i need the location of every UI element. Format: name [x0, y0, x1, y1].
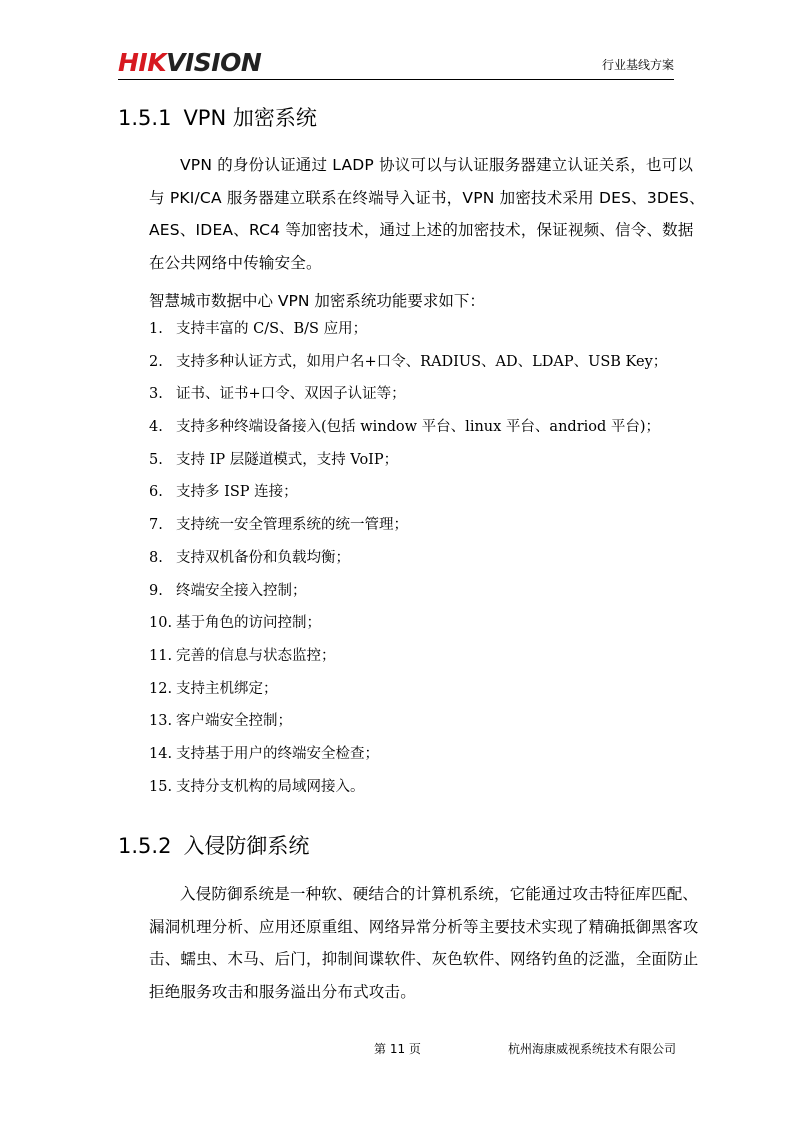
list-item: [149, 476, 667, 509]
header-doc-type: 行业基线方案: [601, 58, 674, 72]
item-text: 支持统一安全管理系统的统一管理；: [176, 517, 408, 534]
list-item: [149, 378, 667, 411]
paragraph-line: AES、IDEA、RC4 等加密技术，通过上述的加密技术，保证视频、信令、数据: [149, 221, 694, 240]
item-text: 支持多种终端设备接入(包括 window 平台、linux 平台、andriod 平台)；: [176, 419, 661, 436]
paragraph-line: VPN 的身份认证通过 LADP 协议可以与认证服务器建立认证关系，也可以: [180, 156, 694, 174]
logo-vision-text: VISION: [166, 48, 262, 77]
item-number: 7.: [149, 517, 163, 534]
section-heading-ips: [118, 832, 309, 860]
paragraph-line: 与 PKI/CA 服务器建立联系在终端导入证书，VPN 加密技术采用 DES、3DES、: [149, 188, 705, 207]
item-number: 1.: [149, 321, 163, 337]
item-number: 2.: [149, 353, 163, 370]
item-text: 支持 IP 层隧道模式，支持 VoIP；: [176, 451, 399, 468]
item-number: 14.: [149, 745, 173, 762]
item-text: 支持丰富的 C/S、B/S 应用；: [176, 321, 368, 337]
item-number: 3.: [149, 386, 163, 403]
paragraph-line: 入侵防御系统是一种软、硬结合的计算机系统，它能通过攻击特征库匹配、: [180, 885, 699, 903]
item-number: 13.: [149, 713, 173, 730]
requirements-intro: 智慧城市数据中心 VPN 加密系统功能要求如下：: [149, 292, 485, 310]
item-number: 8.: [149, 549, 163, 566]
list-item: [149, 411, 667, 444]
item-text: 支持主机绑定；: [176, 680, 278, 697]
list-item: [149, 705, 667, 738]
item-number: 15.: [149, 778, 173, 795]
item-text: 支持分支机构的局域网接入。: [176, 778, 365, 795]
list-item: [149, 509, 667, 542]
item-number: 6.: [149, 484, 163, 501]
section-title: VPN 加密系统: [183, 106, 317, 130]
list-item: [149, 346, 667, 379]
ips-paragraph: [118, 878, 699, 1009]
list-item: [149, 640, 667, 673]
item-text: 支持双机备份和负载均衡；: [176, 549, 350, 566]
requirements-list: [149, 313, 667, 803]
paragraph-line: 拒绝服务攻击和服务溢出分布式攻击。: [149, 983, 416, 1002]
item-text: 基于角色的访问控制；: [176, 615, 321, 632]
item-number: 5.: [149, 451, 163, 468]
section-title: 入侵防御系统: [183, 834, 310, 858]
item-text: 证书、证书+口令、双因子认证等；: [176, 386, 406, 403]
header-divider: [118, 79, 674, 80]
list-item: [149, 444, 667, 477]
item-text: 支持多种认证方式，如用户名+口令、RADIUS、AD、LDAP、USB Key；: [176, 353, 668, 370]
item-number: 9.: [149, 582, 163, 599]
item-text: 客户端安全控制；: [176, 713, 292, 730]
item-text: 完善的信息与状态监控；: [176, 647, 336, 664]
list-item: [149, 738, 667, 771]
item-text: 终端安全接入控制；: [176, 582, 307, 599]
list-item: [149, 607, 667, 640]
page-header: [118, 48, 674, 78]
item-number: 10.: [149, 615, 173, 632]
footer-company: 杭州海康威视系统技术有限公司: [508, 1042, 677, 1056]
paragraph-line: 击、蠕虫、木马、后门，抑制间谍软件、灰色软件、网络钓鱼的泛滥，全面防止: [149, 950, 699, 969]
list-item: [149, 542, 667, 575]
page-number: 第 11 页: [374, 1042, 421, 1056]
item-number: 4.: [149, 419, 163, 436]
item-text: 支持基于用户的终端安全检查；: [176, 745, 379, 762]
list-item: [149, 575, 667, 608]
item-text: 支持多 ISP 连接；: [176, 484, 298, 501]
section-number: 1.5.1: [118, 106, 172, 130]
paragraph-line: 在公共网络中传输安全。: [149, 254, 322, 273]
paragraph-line: 漏洞机理分析、应用还原重组、网络异常分析等主要技术实现了精确抵御黑客攻: [149, 917, 699, 936]
list-item: [149, 771, 667, 804]
item-number: 12.: [149, 680, 173, 697]
vpn-paragraph: [118, 149, 705, 280]
hikvision-logo: [118, 50, 261, 76]
item-number: 11.: [149, 647, 173, 664]
section-heading-vpn: [118, 104, 317, 132]
list-item: [149, 673, 667, 706]
logo-hik-text: HIK: [118, 48, 167, 77]
section-number: 1.5.2: [118, 834, 172, 858]
list-item: [149, 313, 667, 346]
